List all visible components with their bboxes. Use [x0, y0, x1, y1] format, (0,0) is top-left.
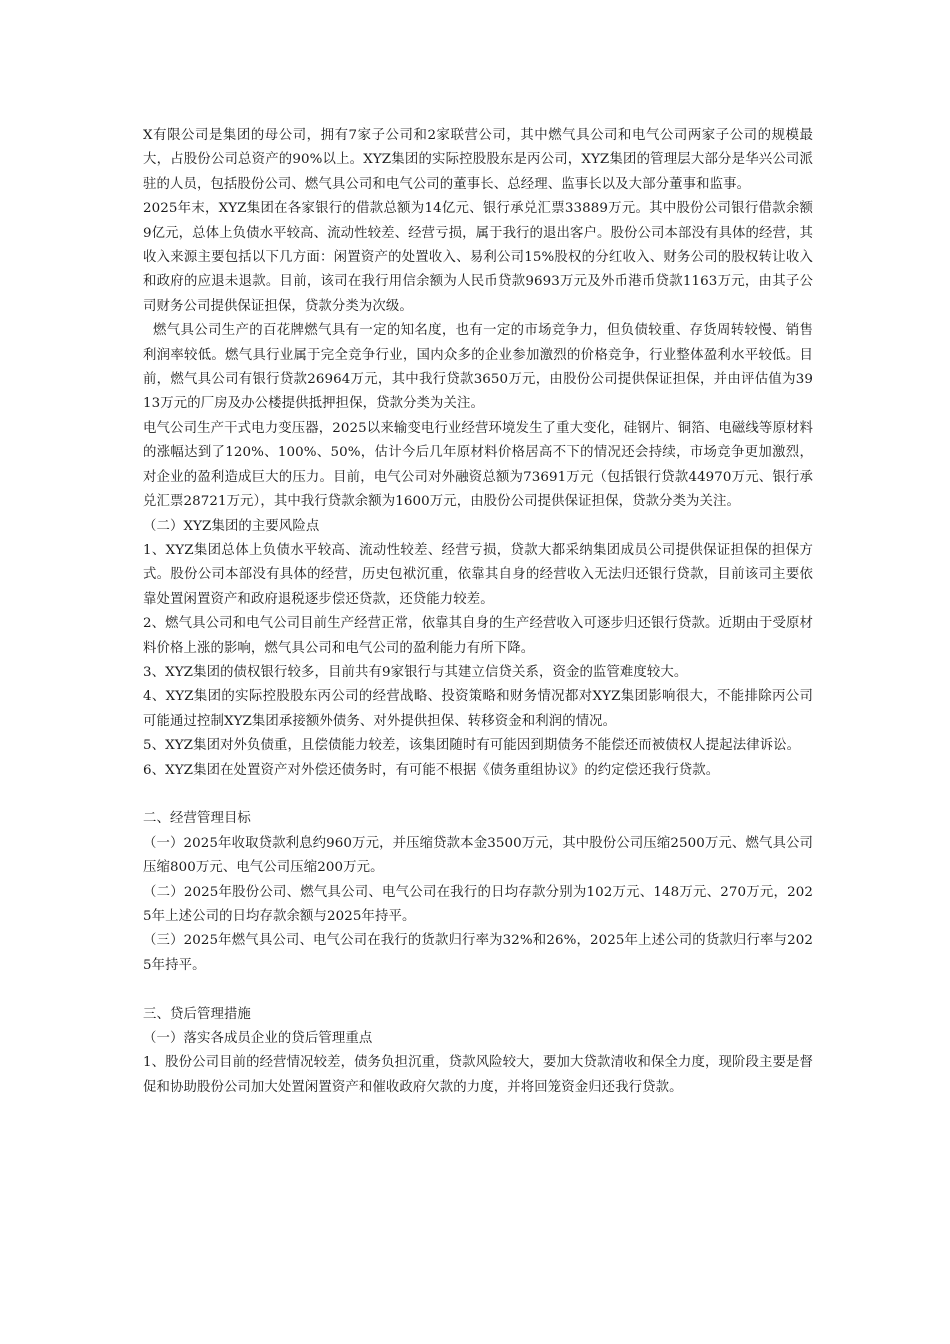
section-heading-risk-points: （二）XYZ集团的主要风险点 — [143, 518, 320, 534]
blank-line — [143, 978, 813, 1002]
document-body — [143, 124, 813, 1100]
risk-item-1: 1、XYZ集团总体上负债水平较高、流动性较差、经营亏损，贷款大都采纳集团成员公司提供保证担保的担保方式。股份公司本部没有具体的经营，历史包袱沉重，依靠其自身的经营收入无法归还银行贷款，目前该司主要依靠处置闲置资产和政府退税逐步偿还贷款，还贷能力较差。 — [143, 542, 813, 607]
paragraph-group-overview: X有限公司是集团的母公司，拥有7家子公司和2家联营公司，其中燃气具公司和电气公司两家子公司的规模最大，占股份公司总资产的90%以上。XYZ集团的实际控股股东是丙公司，XYZ集团的管理层大部分是华兴公司派驻的人员，包括股份公司、燃气具公司和电气公司的董事长、总经理、监事长以及大部分董事和监事。 — [143, 128, 813, 192]
risk-item-2: 2、燃气具公司和电气公司目前生产经营正常，依靠其自身的生产经营收入可逐步归还银行贷款。近期由于受原材料价格上涨的影响，燃气具公司和电气公司的盈利能力有所下降。 — [143, 616, 813, 656]
subsection-heading-member-focus: （一）落实各成员企业的贷后管理重点 — [143, 1031, 373, 1046]
section-heading-post-loan-measures: 三、贷后管理措施 — [143, 1006, 251, 1022]
risk-item-6: 6、XYZ集团在处置资产对外偿还债务时，有可能不根据《债务重组协议》的约定偿还我行贷款。 — [143, 762, 720, 778]
goal-item-2: （二）2025年股份公司、燃气具公司、电气公司在我行的日均存款分别为102万元、148万元、270万元，2025年上述公司的日均存款余额与2025年持平。 — [143, 884, 813, 924]
section-heading-management-goals: 二、经营管理目标 — [143, 811, 251, 827]
goal-item-1: （一）2025年收取贷款利息约960万元，并压缩贷款本金3500万元，其中股份公司压缩2500万元、燃气具公司压缩800万元、电气公司压缩200万元。 — [143, 835, 813, 876]
risk-item-5: 5、XYZ集团对外负债重，且偿债能力较差，该集团随时有可能因到期债务不能偿还而被债权人提起法律诉讼。 — [143, 738, 801, 754]
goal-item-3: （三）2025年燃气具公司、电气公司在我行的货款归行率为32%和26%，2025年上述公司的货款归行率与2025年持平。 — [143, 933, 813, 973]
risk-item-4: 4、XYZ集团的实际控股股东丙公司的经营战略、投资策略和财务情况都对XYZ集团影响很大，不能排除丙公司可能通过控制XYZ集团承接额外债务、对外提供担保、转移资金和利润的情况。 — [143, 689, 813, 729]
paragraph-loan-summary: 2025年末，XYZ集团在各家银行的借款总额为14亿元、银行承兑汇票33889万元。其中股份公司银行借款余额9亿元，总体上负债水平较高、流动性较差、经营亏损，属于我行的退出客户。股份公司本部没有具体的经营，其收入来源主要包括以下几方面：闲置资产的处置收入、易利公司15%股权的分红收入、财务公司的股权转让收入和政府的应退未退款。目前，该司在我行用信余额为人民币贷款9693万元及外币港币贷款1163万元，由其子公司财务公司提供保证担保，贷款分类为次级。 — [143, 201, 813, 314]
blank-line — [143, 783, 813, 807]
measure-item-1: 1、股份公司目前的经营情况较差，债务负担沉重，贷款风险较大，要加大贷款清收和保全力度，现阶段主要是督促和协助股份公司加大处置闲置资产和催收政府欠款的力度，并将回笼资金归还我行贷款。 — [143, 1055, 813, 1095]
risk-item-3: 3、XYZ集团的债权银行较多，目前共有9家银行与其建立信贷关系，资金的监管难度较大。 — [143, 664, 688, 680]
paragraph-electric-company: 电气公司生产干式电力变压器，2025以来输变电行业经营环境发生了重大变化，硅钢片、铜箔、电磁线等原材料的涨幅达到了120%、100%、50%，估计今后几年原材料价格居高不下的情况还会持续，市场竞争更加激烈，对企业的盈利造成巨大的压力。目前，电气公司对外融资总额为73691万元（包括银行贷款44970万元、银行承兑汇票28721万元），其中我行贷款余额为1600万元，由股份公司提供保证担保，贷款分类为关注。 — [143, 420, 813, 510]
paragraph-gas-appliance-company: 燃气具公司生产的百花牌燃气具有一定的知名度，也有一定的市场竞争力，但负债较重、存货周转较慢、销售利润率较低。燃气具行业属于完全竞争行业，国内众多的企业参加激烈的价格竞争，行业整体盈利水平较低。目前，燃气具公司有银行贷款26964万元，其中我行贷款3650万元，由股份公司提供保证担保，并由评估值为3913万元的厂房及办公楼提供抵押担保，贷款分类为关注。 — [143, 323, 813, 412]
